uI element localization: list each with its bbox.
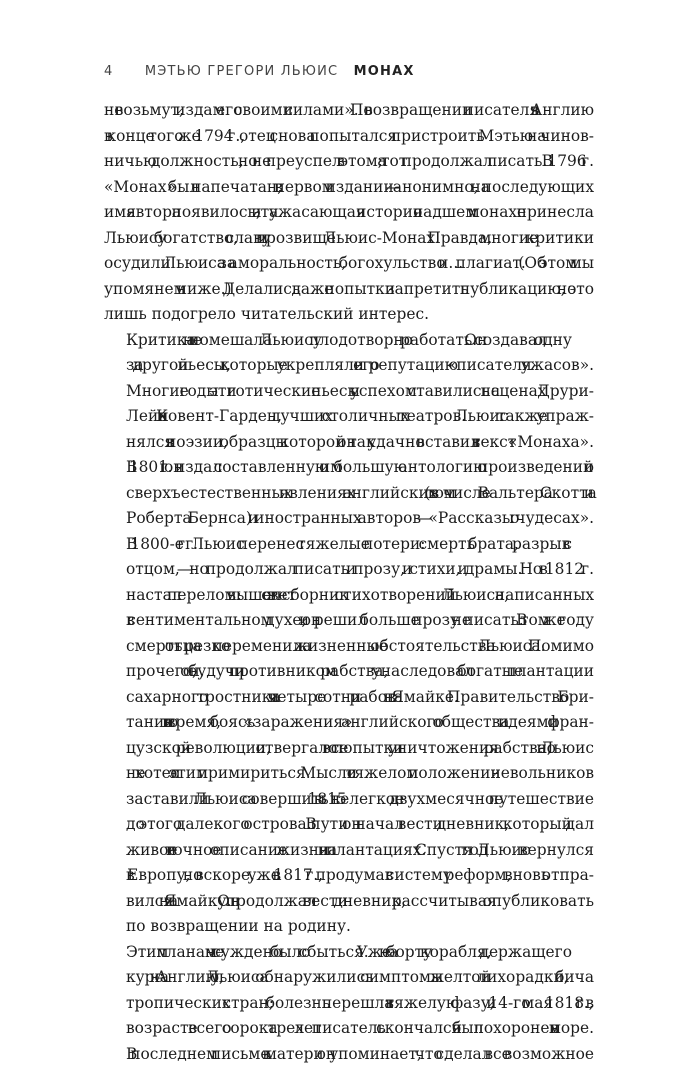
text-line: сахарного тростника и четыре сотни рабов на Ямайке. Правительство Бри- xyxy=(104,685,594,711)
text-line: нялся в поэзии, образцы которой он так удачно вставил в текст «Монаха». xyxy=(104,430,594,456)
text-line: не хотел с этим примириться. Мысли о тяжелом положении невольников xyxy=(104,761,594,787)
text-line: В последнем письме к матери он упоминает, что сделал все возможное xyxy=(104,1042,594,1067)
page-number: 4 xyxy=(104,64,113,79)
text-line: прочего, он, будучи противником рабства, унаследовал богатые плантации xyxy=(104,659,594,685)
text-line: ничью должность, но не преуспел в этом; а тот продолжал писать. В 1796 г. xyxy=(104,149,594,175)
text-line: заставили Льюиса совершить в 1815 г. нелегкое двухмесячное путешествие xyxy=(104,787,594,813)
text-line: в сентиментальном духе, и он решил больше прозу не писать. В том же году xyxy=(104,608,594,634)
text-line: не возьмут, издам его своими силами». По возвращении писателя в Англию xyxy=(104,98,594,124)
text-line: Лейн и Ковент-Гарден, лучших столичных театров. Льюис также упраж- xyxy=(104,404,594,430)
text-line: «Монах» был напечатан, в первом издании — анонимно, на последующих xyxy=(104,175,594,201)
text-line: Многие годы эти готические пьесы с успехом ставились на сценах Друри- xyxy=(104,379,594,405)
paragraph xyxy=(104,328,594,532)
header-book-title: МОНАХ xyxy=(354,64,415,79)
text-line: отцом, — но продолжал писать и прозу, и стихи, и драмы. Но в 1812 г. xyxy=(104,557,594,583)
text-line: осудили Льюиса за аморальность, богохульство и... плагиат. (Об этом мы xyxy=(104,251,594,277)
text-line: вился на Ямайку. Он продолжал вести дневник, рассчитывая опубликовать xyxy=(104,889,594,915)
text-line: Критика не помешала Льюису плодотворно работать. Он создавал одну xyxy=(104,328,594,354)
text-line: живое и точное описание жизни на плантациях. Спустя год Льюис вернулся xyxy=(104,838,594,864)
text-line: В 1800-е гг. Льюис перенес тяжелые потери: смерть брата, разрыв с xyxy=(104,532,594,558)
text-line: курс на Англию, у Льюиса обнаружились симптомы желтой лихорадки, бича xyxy=(104,965,594,991)
text-line: тании в то время, боясь «заражения» английского общества идеями фран- xyxy=(104,710,594,736)
text-line: имя автора появилось, и эта ужасающая история о падшем монахе принесла xyxy=(104,200,594,226)
text-line: до этого далекого острова. В пути он начал вести дневник, который дал xyxy=(104,812,594,838)
text-line: цузской революции, отвергало все попытки уничтожения рабства, но Льюис xyxy=(104,736,594,762)
paragraph xyxy=(104,532,594,940)
header-author: МЭТЬЮ ГРЕГОРИ ЛЬЮИС xyxy=(145,64,339,79)
paragraph xyxy=(104,98,594,328)
text-line: настал перелом: вышел в свет сборник стихотворений Льюиса, написанных xyxy=(104,583,594,609)
running-header xyxy=(104,64,594,79)
text-line: возрасте всего сорока трех лет писатель скончался и был похоронен в море. xyxy=(104,1016,594,1042)
text-line: смерть отца резко переменила жизненные обстоятельства Льюиса. Помимо xyxy=(104,634,594,660)
text-line: за другой пьесы, которые укрепляли его репутацию «писателя ужасов». xyxy=(104,353,594,379)
text-line: по возвращении на родину. xyxy=(104,914,594,940)
text-line: лишь подогрело читательский интерес. xyxy=(104,302,594,328)
text-line: Роберта Бернса) и иностранных авторов — «Рассказы о чудесах». xyxy=(104,506,594,532)
text-line: в Европу, но вскоре, уже в 1817 г., продумав систему реформ, вновь отпра- xyxy=(104,863,594,889)
text-line: в конце того же 1794 г., отец снова попытался пристроить Мэтью на чинов- xyxy=(104,124,594,150)
paragraph xyxy=(104,940,594,1067)
text-line: Льюису богатство, славу и прозвище Льюис-Монах. Правда, многие критики xyxy=(104,226,594,252)
text-line: Этим планам не суждено было сбыться. Уже на борту корабля, держащего xyxy=(104,940,594,966)
text-line: тропических стран; болезнь перешла в тяжелую фазу, и 14-го мая 1818 г., в xyxy=(104,991,594,1017)
body-text xyxy=(104,98,594,1067)
text-line: упомянем ниже.) Делались даже попытки запретить публикацию, но это xyxy=(104,277,594,303)
text-line: В 1801 г. он издал составленную им большую антологию произведений о xyxy=(104,455,594,481)
text-line: сверхъестественных явлениях английских (в том числе Вальтера Скотта и xyxy=(104,481,594,507)
